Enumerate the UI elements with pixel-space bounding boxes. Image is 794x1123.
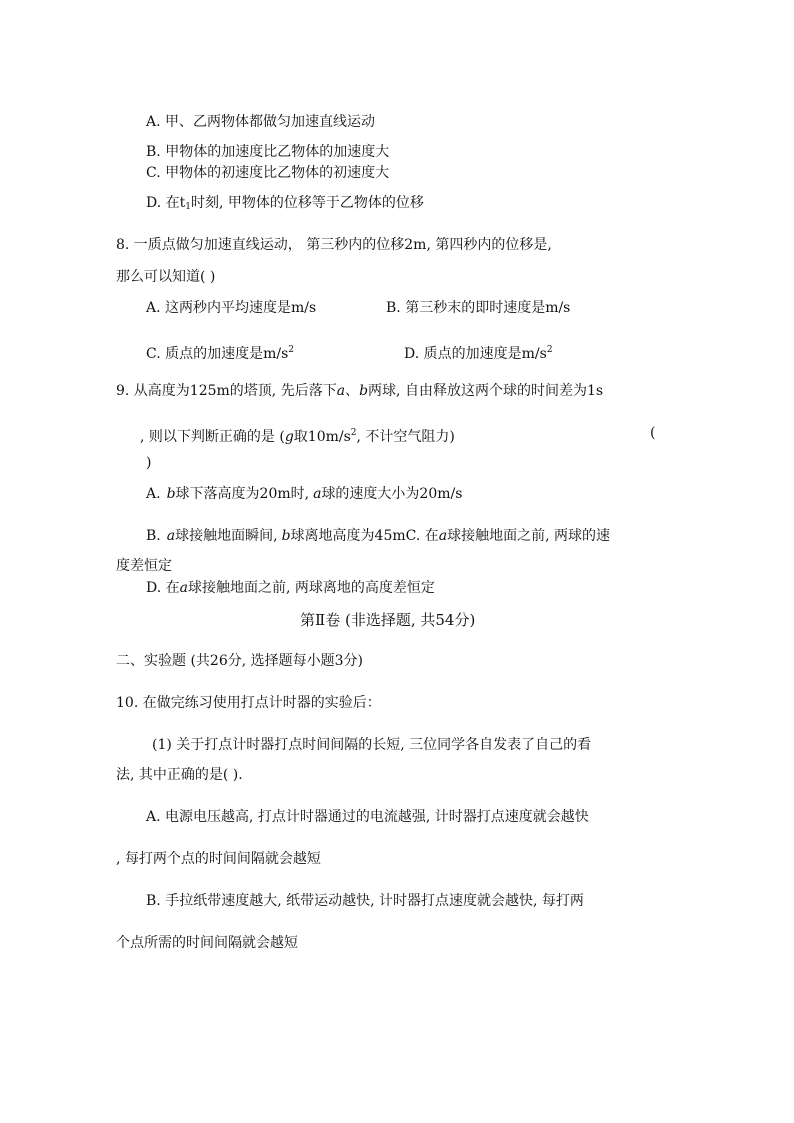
q8-option-c [146,340,294,364]
q8-option-a: A. 这两秒内平均速度是m/s [146,300,317,316]
q9-stem-text-5: 取10m/s [293,429,351,445]
q10-option-a-line1: A. 电源电压越高, 打点计时器通过的电流越强, 计时器打点速度就会越快 [146,809,589,825]
q9-option-d-var-a: a [179,580,188,596]
q7-option-d-subscript: 1 [185,202,191,212]
q9-option-d-text-1: D. 在 [146,580,180,596]
q9-option-d-text-2: 球接触地面之前, 两球离地的高度差恒定 [188,580,435,596]
q7-option-d [146,193,424,217]
q9-option-b-var-b: b [281,528,291,544]
q9-option-b-label: B. [146,528,161,544]
q10-stem: 10. 在做完练习使用打点计时器的实验后： [116,695,381,711]
q9-stem-line1 [116,381,603,401]
q9-option-d [146,578,435,598]
q8-option-c-superscript: 2 [288,345,295,355]
q9-option-a-var-a: a [313,486,322,502]
q9-option-b-text-3: 球接触地面之前, 两球的速 [447,528,610,544]
q9-stem-text-4: , 则以下判断正确的是 ( [140,429,285,445]
q9-stem-text-6: , 不计空气阻力) [356,429,455,445]
q10-option-a-line2: , 每打两个点的时间间隔就会越短 [116,851,321,867]
experiment-section-header: 二、实验题 (共26分, 选择题每小题3分) [116,653,363,669]
q7-option-d-text-post: 时刻, 甲物体的位移等于乙物体的位移 [191,195,424,211]
q9-var-a: a [336,383,346,399]
q9-option-b-line1 [146,526,610,546]
q8-stem-line2: 那么可以知道( ) [116,269,216,285]
q8-option-d [404,340,553,364]
q9-option-b-var-a: a [166,528,176,544]
q10-sub1-line2: 法, 其中正确的是( ). [116,767,243,783]
q9-option-a-text-1: 球下落高度为20m时, [175,486,310,502]
q9-stem-line2 [140,423,455,447]
q8-stem-line1: 8. 一质点做匀加速直线运动， 第三秒内的位移2m, 第四秒内的位移是, [116,237,552,253]
q7-option-b: B. 甲物体的加速度比乙物体的加速度大 [146,144,390,160]
q9-option-a-text-2: 球的速度大小为20m/s [321,486,463,502]
q9-stem-text-3: 两球, 自由释放这两个球的时间差为1s [368,383,604,399]
q7-option-a: A. 甲、乙两物体都做匀加速直线运动 [146,114,376,130]
q9-option-b-var-a2: a [438,528,448,544]
q9-var-b: b [359,383,369,399]
q8-option-c-text: C. 质点的加速度是m/s [146,346,289,362]
q9-stem-text-2: 、 [345,383,360,399]
q9-stem-text-1: 9. 从高度为125m的塔顶, 先后落下 [116,383,337,399]
q7-option-d-text-pre: D. 在t [146,195,186,211]
q9-answer-paren-close: ) [146,455,152,471]
q8-option-b: B. 第三秒末的即时速度是m/s [386,300,571,316]
q8-option-d-superscript: 2 [546,345,553,355]
q8-option-d-text: D. 质点的加速度是m/s [404,346,547,362]
section-2-title: 第Ⅱ卷 (非选择题, 共54分) [300,611,476,629]
q9-option-a [146,484,462,504]
q9-option-b-text-1: 球接触地面瞬间, [175,528,278,544]
q9-option-a-var-b: b [166,486,176,502]
q10-sub1-line1: (1) 关于打点计时器打点时间间隔的长短, 三位同学各自发表了自己的看 [152,737,592,753]
q9-option-a-label: A. [146,486,161,502]
q9-stem-superscript: 2 [350,428,357,438]
q9-option-b-line2: 度差恒定 [116,558,172,574]
q9-var-g: g [284,429,294,445]
q10-option-b-line1: B. 手拉纸带速度越大, 纸带运动越快, 计时器打点速度就会越快, 每打两 [146,893,584,909]
q10-option-b-line2: 个点所需的时间间隔就会越短 [116,935,298,951]
q7-option-c: C. 甲物体的初速度比乙物体的初速度大 [146,165,390,181]
q9-answer-paren-open: ( [650,425,656,441]
q9-option-b-text-2: 球离地高度为45mC. 在 [290,528,439,544]
